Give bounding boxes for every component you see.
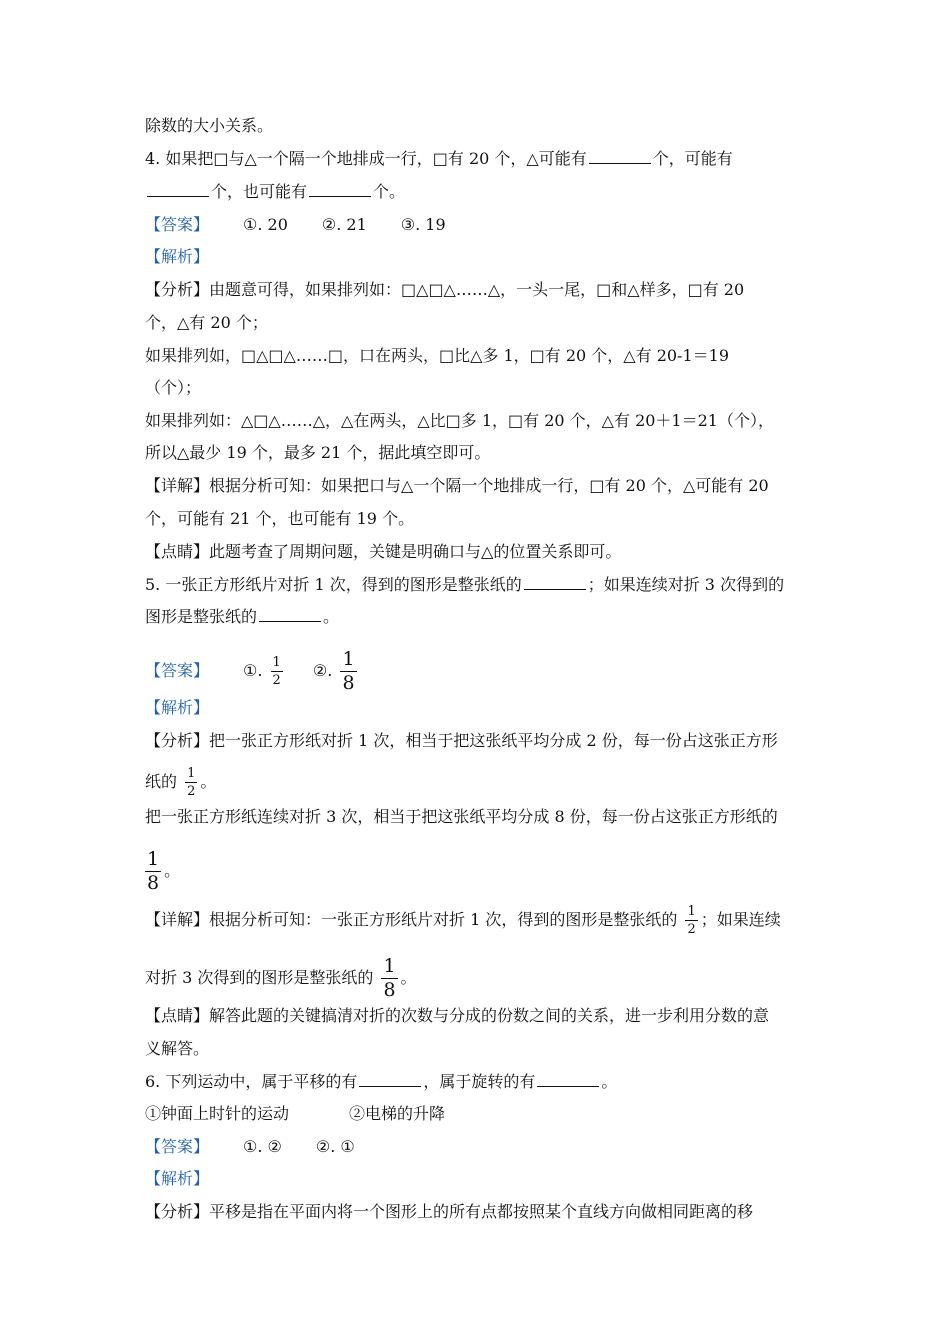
analysis-heading: 【解析】 [145, 1169, 210, 1188]
fenxi-line: 【分析】把一张正方形纸对折 1 次，相当于把这张纸平均分成 2 份，每一份占这张正方形 [145, 731, 778, 750]
answer-blank [537, 1072, 599, 1087]
text-line: 个，△有 20 个； [145, 313, 268, 332]
answer-blank [589, 149, 651, 164]
text-line: 把一张正方形纸连续对折 3 次，相当于把这张纸平均分成 8 份，每一份占这张正方形纸的 [145, 807, 778, 826]
fraction-eighth: $\frac{1}{8}$ [342, 648, 355, 694]
fraction-half: $\frac{1}{2}$ [272, 655, 281, 688]
xiangjie-tag: 【详解】 [145, 476, 210, 495]
text-line: 纸的 $\frac{1}{2}$ 。 [145, 766, 217, 799]
dianjing-line: 【点睛】解答此题的关键搞清对折的次数与分成的份数之间的关系，进一步利用分数的意 [145, 1006, 770, 1025]
question-4-cont: 个，也可能有 个。 [145, 181, 405, 203]
answer-line: 【答案】 ①. 20 ②. 21 ③. 19 [145, 215, 446, 234]
text-line: 对折 3 次得到的图形是整张纸的 $\frac{1}{8}$ 。 [145, 955, 417, 1001]
analysis-heading: 【解析】 [145, 698, 210, 717]
text-line: 个，可能有 21 个，也可能有 19 个。 [145, 509, 415, 528]
options-line [145, 1103, 445, 1125]
text-line: 除数的大小关系。 [145, 116, 274, 135]
answer-blank [259, 607, 321, 622]
question-4: 4. 如果把□与△一个隔一个地排成一行，□有 20 个，△可能有 个，可能有 [145, 149, 733, 168]
analysis-heading: 【解析】 [145, 247, 210, 266]
answer-line: 【答案】 ①. $\frac{1}{2}$ ②. $\frac{1}{8}$ [145, 648, 355, 694]
fraction-eighth: $\frac{1}{8}$ [147, 848, 160, 894]
fenxi-line: 【分析】由题意可得，如果排列如：□△□△……△，一头一尾，□和△样多，□有 20 [145, 280, 745, 299]
text-line: $\frac{1}{8}$ 。 [147, 848, 181, 894]
option-1: ①钟面上时针的运动 [145, 1104, 290, 1123]
question-6: 6. 下列运动中，属于平移的有 ，属于旋转的有 。 [145, 1072, 618, 1091]
fenxi-line: 【分析】平移是指在平面内将一个图形上的所有点都按照某个直线方向做相同距离的移 [145, 1202, 754, 1221]
question-5: 5. 一张正方形纸片对折 1 次，得到的图形是整张纸的 ；如果连续对折 3 次得到的 [145, 575, 785, 594]
fenxi-tag: 【分析】 [145, 280, 210, 299]
answer-tag: 【答案】 [145, 215, 210, 234]
answer-blank [359, 1072, 421, 1087]
answer-line: 【答案】 ①. ② ②. ① [145, 1137, 355, 1156]
dianjing-tag: 【点睛】 [145, 542, 210, 561]
dianjing-line: 【点睛】此题考查了周期问题，关键是明确口与△的位置关系即可。 [145, 542, 622, 561]
answer-blank [524, 575, 586, 590]
question-5-cont: 图形是整张纸的 。 [145, 607, 340, 626]
answer-blank [147, 182, 209, 197]
answer-blank [309, 182, 371, 197]
xiangjie-line: 【详解】根据分析可知：如果把口与△一个隔一个地排成一行，□有 20 个，△可能有 20 [145, 476, 769, 495]
text-line: （个）； [145, 378, 202, 397]
fraction-half: $\frac{1}{2}$ [187, 766, 196, 799]
text-line: 如果排列如，□△□△……□，口在两头，□比△多 1，□有 20 个，△有 20-1＝19 [145, 346, 729, 365]
text-line: 如果排列如：△□△……△，△在两头，△比□多 1，□有 20 个，△有 20＋1＝21（个）， [145, 411, 774, 430]
option-2: ②电梯的升降 [349, 1104, 446, 1123]
xiangjie-line: 【详解】根据分析可知：一张正方形纸片对折 1 次，得到的图形是整张纸的 $\frac{1}{2}$ ；如果连续 [145, 904, 781, 937]
fraction-eighth: $\frac{1}{8}$ [383, 955, 396, 1001]
text-line: 义解答。 [145, 1039, 210, 1058]
text-line: 所以△最少 19 个，最多 21 个，据此填空即可。 [145, 443, 491, 462]
fraction-half: $\frac{1}{2}$ [687, 904, 696, 937]
